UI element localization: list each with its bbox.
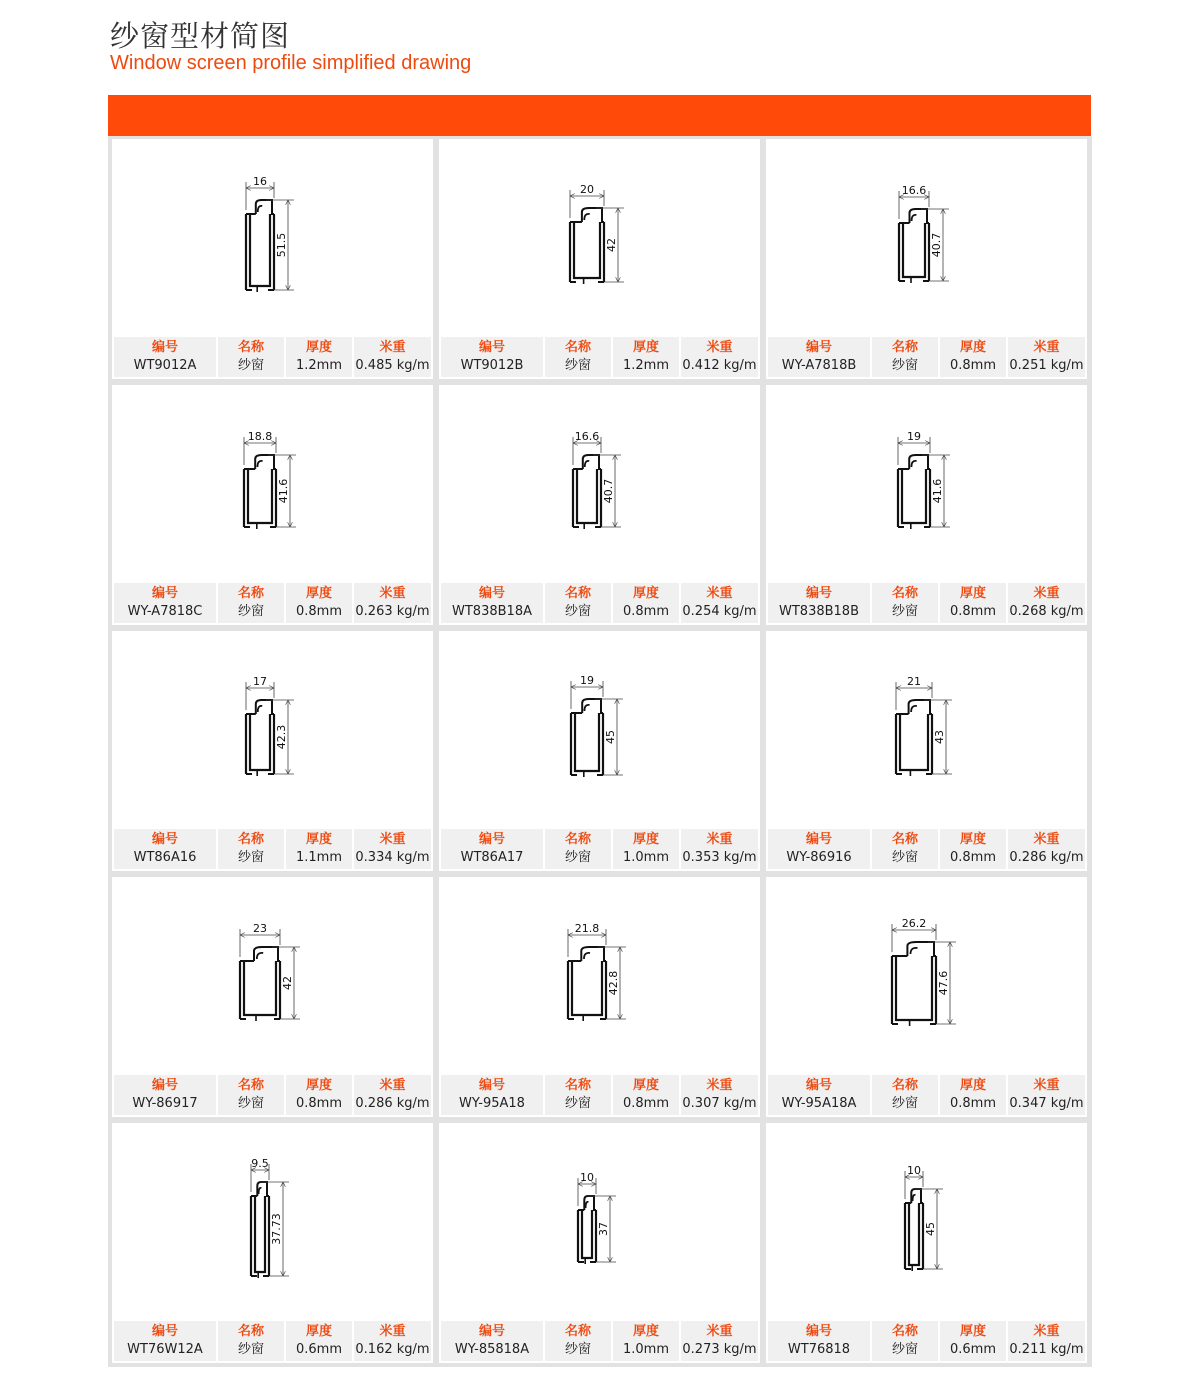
spec-name: [545, 829, 611, 869]
height-dimension: 42.8: [607, 970, 620, 996]
profile-drawing: [112, 631, 433, 828]
width-dimension: 21: [907, 675, 921, 688]
name-label: 名称: [564, 586, 591, 601]
code-label: 编号: [151, 1078, 178, 1093]
product-card: [439, 631, 760, 871]
name-label: 名称: [564, 1078, 591, 1093]
weight-label: 米重: [706, 340, 733, 355]
spec-code: [441, 583, 543, 623]
code-value: WY-A7818B: [781, 358, 857, 373]
weight-value: 0.334 kg/m: [355, 850, 430, 865]
spec-table: [441, 337, 758, 377]
code-label: 编号: [478, 340, 505, 355]
code-label: 编号: [478, 1078, 505, 1093]
profile-drawing: [112, 139, 433, 336]
profile-drawing: [439, 631, 760, 828]
weight-label: 米重: [379, 1078, 406, 1093]
page-subtitle: Window screen profile simplified drawing: [110, 52, 472, 74]
weight-value: 0.273 kg/m: [682, 1342, 757, 1357]
weight-value: 0.307 kg/m: [682, 1096, 757, 1111]
weight-value: 0.254 kg/m: [682, 604, 757, 619]
spec-name: [218, 337, 284, 377]
weight-value: 0.286 kg/m: [1009, 850, 1084, 865]
spec-code: [441, 1075, 543, 1115]
thickness-label: 厚度: [632, 1324, 659, 1339]
weight-value: 0.162 kg/m: [355, 1342, 430, 1357]
profile-drawing: [766, 139, 1087, 336]
spec-weight: [1008, 1075, 1085, 1115]
spec-thickness: [613, 1321, 679, 1361]
width-dimension: 23: [253, 922, 267, 935]
spec-code: [114, 1075, 216, 1115]
height-dimension: 42: [281, 976, 294, 990]
height-dimension: 37.73: [270, 1213, 283, 1245]
spec-table: [768, 829, 1085, 869]
thickness-value: 1.1mm: [295, 850, 342, 865]
thickness-label: 厚度: [305, 586, 332, 601]
spec-thickness: [613, 337, 679, 377]
code-label: 编号: [805, 832, 832, 847]
weight-label: 米重: [706, 586, 733, 601]
weight-value: 0.412 kg/m: [682, 358, 757, 373]
name-value: 纱窗: [891, 1342, 918, 1357]
spec-thickness: [286, 829, 352, 869]
product-grid: [108, 136, 1092, 1367]
height-dimension: 47.6: [937, 970, 950, 996]
height-dimension: 42: [605, 238, 618, 252]
spec-code: [768, 337, 870, 377]
spec-table: [441, 1075, 758, 1115]
spec-name: [218, 1075, 284, 1115]
weight-label: 米重: [1033, 832, 1060, 847]
weight-value: 0.251 kg/m: [1009, 358, 1084, 373]
thickness-label: 厚度: [305, 1324, 332, 1339]
weight-label: 米重: [379, 586, 406, 601]
spec-weight: [681, 829, 758, 869]
spec-thickness: [613, 1075, 679, 1115]
width-dimension: 20: [580, 183, 594, 196]
spec-code: [114, 337, 216, 377]
spec-table: [441, 1321, 758, 1361]
thickness-label: 厚度: [305, 832, 332, 847]
weight-value: 0.211 kg/m: [1009, 1342, 1084, 1357]
code-label: 编号: [805, 340, 832, 355]
name-label: 名称: [564, 1324, 591, 1339]
name-value: 纱窗: [564, 850, 591, 865]
width-dimension: 18.8: [247, 430, 273, 443]
product-card: [112, 139, 433, 379]
thickness-value: 0.8mm: [949, 1096, 996, 1111]
thickness-value: 1.0mm: [622, 1342, 669, 1357]
thickness-label: 厚度: [959, 586, 986, 601]
weight-value: 0.263 kg/m: [355, 604, 430, 619]
weight-label: 米重: [379, 1324, 406, 1339]
height-dimension: 45: [924, 1222, 937, 1236]
spec-thickness: [286, 583, 352, 623]
page-title: 纱窗型材简图: [110, 19, 291, 53]
width-dimension: 10: [907, 1164, 921, 1177]
name-label: 名称: [237, 1324, 264, 1339]
weight-label: 米重: [1033, 340, 1060, 355]
name-label: 名称: [891, 1078, 918, 1093]
spec-code: [441, 829, 543, 869]
spec-code: [114, 829, 216, 869]
width-dimension: 16.6: [901, 184, 927, 197]
spec-weight: [681, 583, 758, 623]
product-card: [766, 1123, 1087, 1363]
profile-drawing: [112, 385, 433, 582]
spec-table: [114, 583, 431, 623]
product-card: [439, 139, 760, 379]
width-dimension: 26.2: [901, 917, 927, 930]
spec-code: [441, 337, 543, 377]
spec-thickness: [940, 583, 1006, 623]
spec-name: [545, 337, 611, 377]
name-label: 名称: [891, 586, 918, 601]
spec-thickness: [286, 1321, 352, 1361]
spec-thickness: [940, 1075, 1006, 1115]
thickness-label: 厚度: [959, 1078, 986, 1093]
spec-code: [768, 1321, 870, 1361]
profile-drawing: [766, 385, 1087, 582]
name-label: 名称: [564, 340, 591, 355]
weight-label: 米重: [1033, 1324, 1060, 1339]
thickness-value: 0.8mm: [295, 1096, 342, 1111]
thickness-label: 厚度: [959, 832, 986, 847]
spec-name: [872, 583, 938, 623]
product-card: [112, 385, 433, 625]
weight-label: 米重: [706, 832, 733, 847]
weight-value: 0.485 kg/m: [355, 358, 430, 373]
spec-table: [114, 829, 431, 869]
name-value: 纱窗: [891, 850, 918, 865]
height-dimension: 45: [604, 730, 617, 744]
product-card: [766, 631, 1087, 871]
name-value: 纱窗: [564, 358, 591, 373]
thickness-value: 0.6mm: [295, 1342, 342, 1357]
product-card: [439, 877, 760, 1117]
name-label: 名称: [237, 586, 264, 601]
name-value: 纱窗: [237, 1342, 264, 1357]
spec-thickness: [286, 1075, 352, 1115]
code-label: 编号: [478, 586, 505, 601]
product-card: [439, 385, 760, 625]
width-dimension: 17: [253, 675, 267, 688]
spec-name: [545, 583, 611, 623]
code-label: 编号: [478, 832, 505, 847]
code-label: 编号: [151, 1324, 178, 1339]
code-value: WT76818: [787, 1342, 851, 1357]
code-label: 编号: [805, 1324, 832, 1339]
name-label: 名称: [891, 832, 918, 847]
code-value: WY-86916: [786, 850, 852, 865]
spec-weight: [354, 829, 431, 869]
width-dimension: 16.6: [574, 430, 600, 443]
thickness-label: 厚度: [632, 340, 659, 355]
spec-table: [768, 337, 1085, 377]
thickness-label: 厚度: [305, 340, 332, 355]
header-bar: [108, 95, 1091, 136]
code-value: WT9012B: [460, 358, 524, 373]
spec-code: [768, 829, 870, 869]
profile-drawing: [112, 1123, 433, 1320]
spec-name: [218, 829, 284, 869]
name-value: 纱窗: [237, 358, 264, 373]
name-label: 名称: [237, 340, 264, 355]
code-label: 编号: [805, 1078, 832, 1093]
spec-name: [545, 1321, 611, 1361]
name-value: 纱窗: [564, 604, 591, 619]
code-value: WT86A17: [460, 850, 524, 865]
spec-weight: [354, 583, 431, 623]
name-value: 纱窗: [237, 850, 264, 865]
thickness-value: 0.8mm: [622, 604, 669, 619]
thickness-label: 厚度: [305, 1078, 332, 1093]
thickness-value: 0.8mm: [949, 850, 996, 865]
name-value: 纱窗: [564, 1096, 591, 1111]
profile-drawing: [439, 139, 760, 336]
thickness-label: 厚度: [632, 586, 659, 601]
weight-label: 米重: [706, 1078, 733, 1093]
spec-weight: [1008, 1321, 1085, 1361]
spec-weight: [681, 1075, 758, 1115]
spec-name: [545, 1075, 611, 1115]
spec-table: [768, 1075, 1085, 1115]
profile-drawing: [439, 1123, 760, 1320]
spec-name: [872, 829, 938, 869]
code-value: WY-95A18A: [781, 1096, 857, 1111]
height-dimension: 37: [597, 1222, 610, 1236]
thickness-value: 1.0mm: [622, 850, 669, 865]
width-dimension: 10: [580, 1171, 594, 1184]
product-card: [112, 1123, 433, 1363]
weight-value: 0.268 kg/m: [1009, 604, 1084, 619]
profile-drawing: [439, 385, 760, 582]
height-dimension: 51.5: [275, 232, 288, 258]
spec-table: [114, 337, 431, 377]
weight-label: 米重: [379, 832, 406, 847]
spec-thickness: [613, 829, 679, 869]
code-label: 编号: [478, 1324, 505, 1339]
name-value: 纱窗: [891, 358, 918, 373]
spec-code: [768, 583, 870, 623]
weight-value: 0.347 kg/m: [1009, 1096, 1084, 1111]
thickness-value: 1.2mm: [622, 358, 669, 373]
spec-code: [114, 583, 216, 623]
product-card: [766, 385, 1087, 625]
spec-weight: [681, 337, 758, 377]
spec-name: [218, 583, 284, 623]
code-value: WY-A7818C: [127, 604, 203, 619]
spec-table: [114, 1321, 431, 1361]
spec-table: [768, 583, 1085, 623]
spec-name: [218, 1321, 284, 1361]
height-dimension: 41.6: [277, 478, 290, 504]
product-card: [439, 1123, 760, 1363]
spec-thickness: [286, 337, 352, 377]
thickness-label: 厚度: [632, 832, 659, 847]
product-card: [766, 139, 1087, 379]
name-value: 纱窗: [237, 1096, 264, 1111]
profile-drawing: [766, 631, 1087, 828]
height-dimension: 40.7: [930, 232, 943, 258]
spec-weight: [1008, 829, 1085, 869]
spec-table: [441, 583, 758, 623]
name-label: 名称: [564, 832, 591, 847]
weight-label: 米重: [379, 340, 406, 355]
thickness-value: 0.8mm: [949, 604, 996, 619]
spec-code: [441, 1321, 543, 1361]
profile-drawing: [766, 1123, 1087, 1320]
spec-table: [441, 829, 758, 869]
width-dimension: 19: [580, 674, 594, 687]
spec-name: [872, 1075, 938, 1115]
profile-drawing: [439, 877, 760, 1074]
thickness-value: 0.6mm: [949, 1342, 996, 1357]
thickness-value: 0.8mm: [295, 604, 342, 619]
code-label: 编号: [151, 832, 178, 847]
spec-weight: [1008, 583, 1085, 623]
code-value: WT838B18A: [452, 604, 532, 619]
spec-thickness: [613, 583, 679, 623]
code-value: WY-86917: [132, 1096, 198, 1111]
code-value: WT838B18B: [779, 604, 859, 619]
code-label: 编号: [151, 340, 178, 355]
thickness-label: 厚度: [632, 1078, 659, 1093]
weight-value: 0.353 kg/m: [682, 850, 757, 865]
height-dimension: 41.6: [931, 478, 944, 504]
name-label: 名称: [237, 832, 264, 847]
height-dimension: 43: [933, 730, 946, 744]
spec-name: [872, 1321, 938, 1361]
spec-code: [114, 1321, 216, 1361]
spec-table: [114, 1075, 431, 1115]
name-value: 纱窗: [564, 1342, 591, 1357]
thickness-value: 1.2mm: [295, 358, 342, 373]
spec-weight: [354, 1075, 431, 1115]
name-label: 名称: [891, 1324, 918, 1339]
height-dimension: 40.7: [602, 478, 615, 504]
width-dimension: 21.8: [574, 922, 600, 935]
code-value: WT86A16: [133, 850, 197, 865]
weight-label: 米重: [1033, 586, 1060, 601]
weight-label: 米重: [1033, 1078, 1060, 1093]
product-card: [766, 877, 1087, 1117]
name-label: 名称: [891, 340, 918, 355]
name-value: 纱窗: [891, 604, 918, 619]
spec-weight: [681, 1321, 758, 1361]
width-dimension: 9.5: [251, 1157, 269, 1170]
spec-thickness: [940, 829, 1006, 869]
profile-drawing: [112, 877, 433, 1074]
profile-drawing: [766, 877, 1087, 1074]
thickness-label: 厚度: [959, 340, 986, 355]
code-value: WY-85818A: [454, 1342, 530, 1357]
spec-weight: [354, 337, 431, 377]
thickness-value: 0.8mm: [949, 358, 996, 373]
spec-weight: [354, 1321, 431, 1361]
name-value: 纱窗: [237, 604, 264, 619]
width-dimension: 19: [907, 430, 921, 443]
spec-thickness: [940, 1321, 1006, 1361]
spec-name: [872, 337, 938, 377]
spec-code: [768, 1075, 870, 1115]
product-card: [112, 877, 433, 1117]
weight-label: 米重: [706, 1324, 733, 1339]
thickness-label: 厚度: [959, 1324, 986, 1339]
spec-table: [768, 1321, 1085, 1361]
product-card: [112, 631, 433, 871]
code-label: 编号: [805, 586, 832, 601]
code-label: 编号: [151, 586, 178, 601]
name-value: 纱窗: [891, 1096, 918, 1111]
thickness-value: 0.8mm: [622, 1096, 669, 1111]
code-value: WT9012A: [133, 358, 197, 373]
spec-weight: [1008, 337, 1085, 377]
width-dimension: 16: [253, 175, 267, 188]
spec-thickness: [940, 337, 1006, 377]
name-label: 名称: [237, 1078, 264, 1093]
code-value: WT76W12A: [127, 1342, 203, 1357]
weight-value: 0.286 kg/m: [355, 1096, 430, 1111]
height-dimension: 42.3: [275, 724, 288, 750]
code-value: WY-95A18: [459, 1096, 525, 1111]
